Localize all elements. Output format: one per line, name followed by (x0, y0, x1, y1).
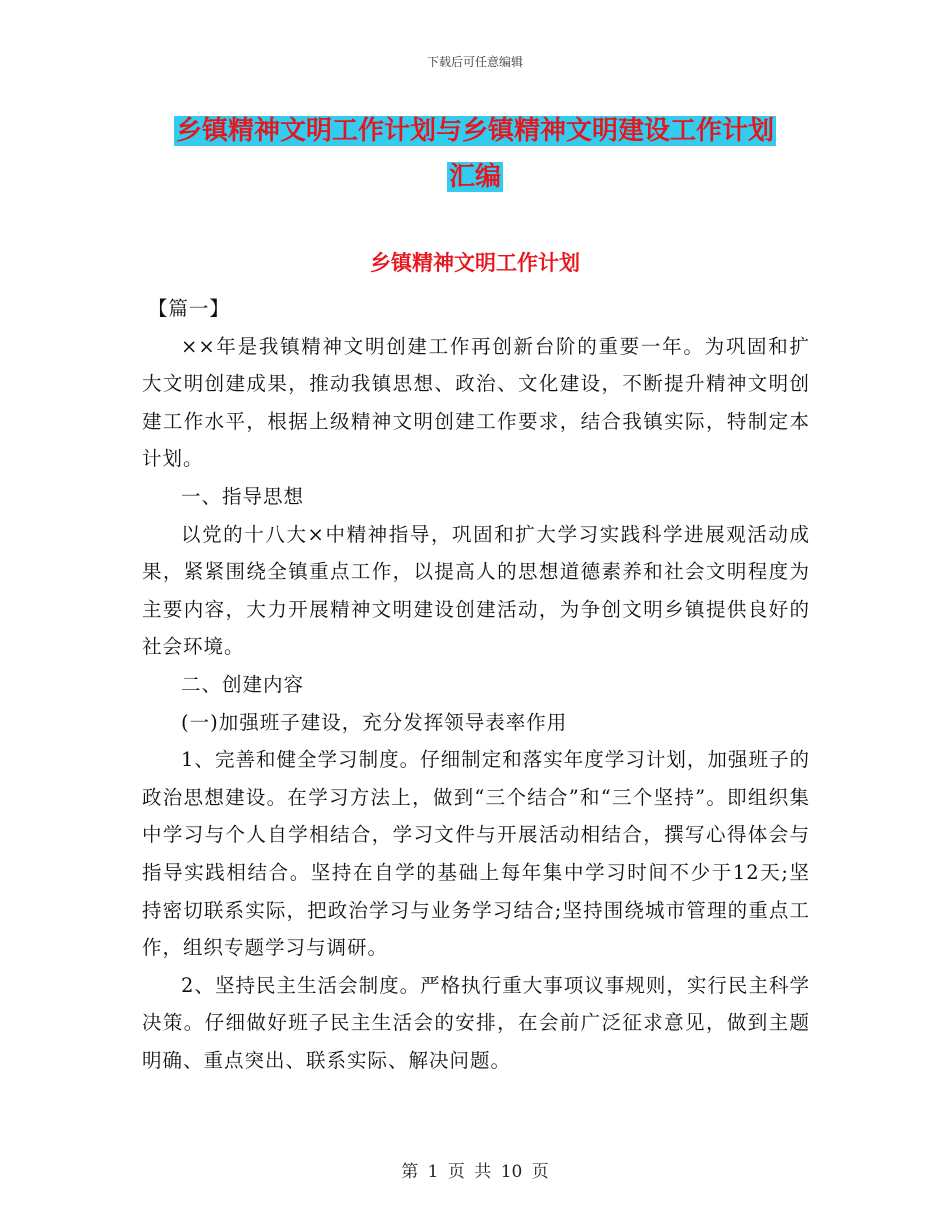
heading-guiding-ideology: 一、指导思想 (181, 484, 305, 508)
heading-creation-content: 二、创建内容 (181, 672, 305, 696)
header-note: 下载后可任意编辑 (426, 55, 523, 69)
document-title (0, 108, 950, 200)
page-footer: 第 1 页 共 10 页 (401, 1162, 549, 1182)
paragraph-guiding-ideology: 以党的十八大×中精神指导，巩固和扩大学习实践科学进展观活动成果，紧紧围绕全镇重点工作，以提高人的思想道德素养和社会文明程度为主要内容，大力开展精神文明建设创建活动，为争创文明乡镇提供良好的社会环境。 (142, 522, 810, 659)
section-title: 乡镇精神文明工作计划 (370, 251, 580, 275)
paragraph-democratic-life: 2、坚持民主生活会制度。严格执行重大事项议事规则，实行民主科学决策。仔细做好班子民主生活会的安排，在会前广泛征求意见，做到主题明确、重点突出、联系实际、解决问题。 (142, 973, 810, 1072)
subheading-team-building: (一)加强班子建设，充分发挥领导表率作用 (181, 710, 568, 734)
paragraph-study-system: 1、完善和健全学习制度。仔细制定和落实年度学习计划，加强班子的政治思想建设。在学习方法上，做到“三个结合”和“三个坚持”。即组织集中学习与个人自学相结合，学习文件与开展活动相结合，撰写心得体会与指导实践相结合。坚持在自学的基础上每年集中学习时间不少于12天;坚持密切联系实际，把政治学习与业务学习结合;坚持围绕城市管理的重点工作，组织专题学习与调研。 (142, 748, 810, 960)
document-body (142, 290, 810, 1079)
title-line-1: 乡镇精神文明工作计划与乡镇精神文明建设工作计划 (175, 116, 774, 146)
paragraph-intro: ××年是我镇精神文明创建工作再创新台阶的重要一年。为巩固和扩大文明创建成果，推动我镇思想、政治、文化建设，不断提升精神文明创建工作水平，根据上级精神文明创建工作要求，结合我镇实际，特制定本计划。 (142, 334, 810, 471)
paragraph-part-label: 【篇一】 (147, 297, 230, 320)
title-line-2: 汇编 (448, 162, 501, 192)
